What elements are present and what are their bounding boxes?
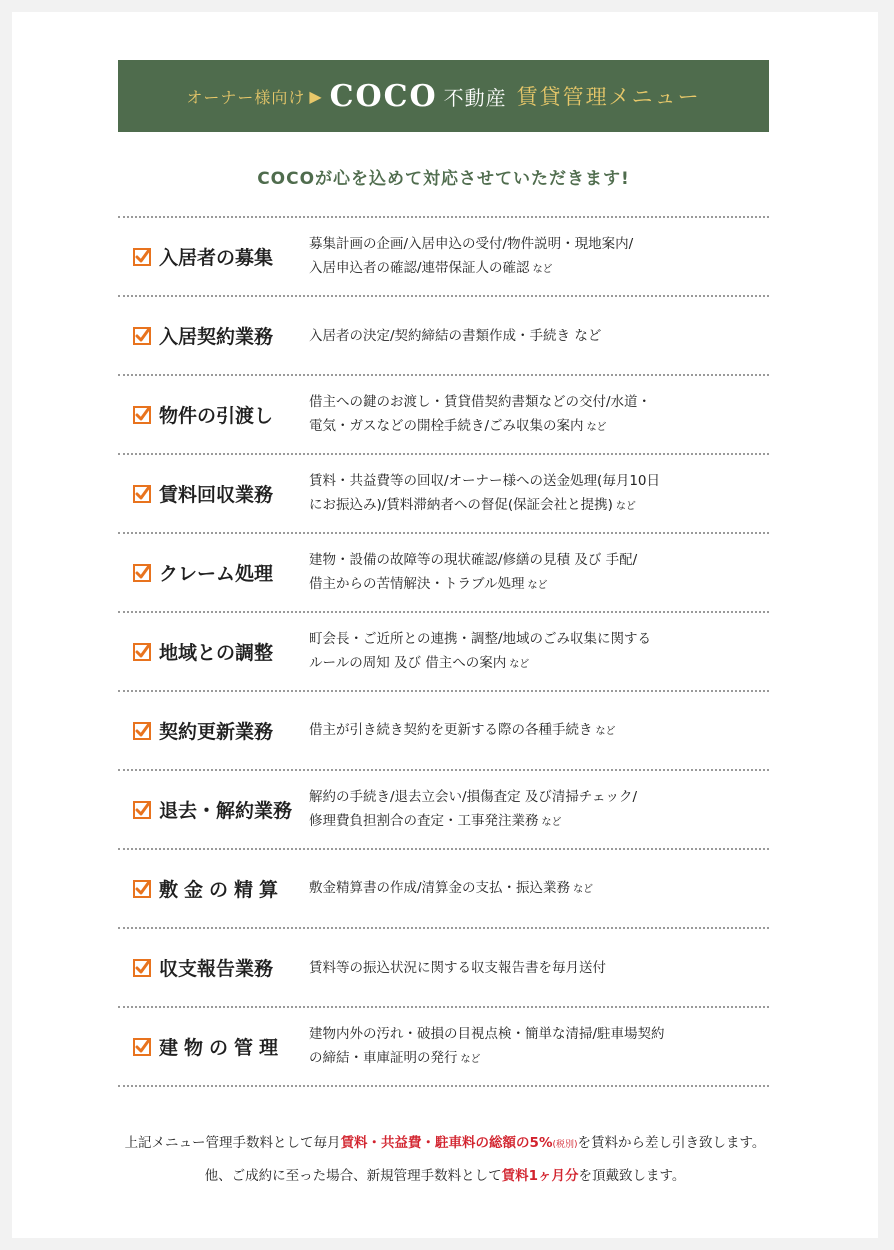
description-line [309, 956, 759, 980]
service-title: 賃料回収業務 [159, 484, 274, 506]
etc-suffix: など [509, 658, 530, 670]
fee-note-line-1 [12, 1128, 878, 1161]
description-text: 修理費負担割合の査定・工事発注業務 [309, 812, 539, 829]
checkbox-checked-icon [133, 406, 151, 424]
description-line [309, 390, 759, 414]
banner-prefix: オーナー様向け [186, 87, 306, 107]
description-line [309, 548, 759, 572]
description-line [309, 651, 759, 677]
description-text: 借主からの苦情解決・トラブル処理 [309, 575, 525, 592]
checkbox-checked-icon [133, 801, 151, 819]
fee-notes [12, 1128, 878, 1192]
tax-note: (税別) [552, 1140, 578, 1150]
description-text: ルールの周知 及び 借主への案内 [309, 654, 507, 671]
fee-note-1-highlight: 賃料・共益費・駐車料の総額の5% [340, 1135, 553, 1151]
service-item [118, 771, 769, 848]
service-item [118, 218, 769, 295]
description-line [309, 324, 759, 348]
brand-logo: COCO [329, 78, 438, 114]
description-text: 電気・ガスなどの開栓手続き/ごみ収集の案内 [309, 417, 584, 434]
description-line [309, 256, 759, 282]
service-title: 入居者の募集 [159, 247, 274, 269]
service-title: 入居契約業務 [159, 326, 274, 348]
description-line [309, 1046, 759, 1072]
etc-suffix: など [615, 500, 636, 512]
service-title: 収支報告業務 [159, 958, 274, 980]
etc-suffix: など [527, 579, 548, 591]
description-line [309, 718, 759, 744]
service-description [309, 324, 759, 348]
service-description [309, 785, 759, 835]
service-item [118, 1008, 769, 1085]
description-line [309, 493, 759, 519]
description-line [309, 1022, 759, 1046]
etc-suffix: など [586, 421, 607, 433]
service-item [118, 692, 769, 769]
service-item [118, 297, 769, 374]
service-title: クレーム処理 [159, 563, 274, 585]
description-text: 募集計画の企画/入居申込の受付/物件説明・現地案内/ [309, 235, 634, 252]
description-text: 借主への鍵のお渡し・賃貸借契約書類などの交付/水道・ [309, 393, 652, 410]
service-item [118, 613, 769, 690]
description-line [309, 809, 759, 835]
service-item [118, 455, 769, 532]
etc-suffix: など [595, 725, 616, 737]
fee-note-1-post: を賃料から差し引き致します。 [577, 1135, 766, 1151]
fee-note-2-post: を頂戴致します。 [578, 1168, 686, 1184]
service-title: 建物の管理 [159, 1037, 285, 1059]
description-text: 賃料等の振込状況に関する収支報告書を毎月送付 [309, 959, 606, 976]
brand-suffix: 不動産 [443, 85, 507, 110]
description-text: 賃料・共益費等の回収/オーナー様への送金処理(毎月10日 [309, 472, 660, 489]
checkbox-checked-icon [133, 643, 151, 661]
service-description [309, 232, 759, 282]
service-description [309, 627, 759, 677]
dotted-divider [118, 1085, 769, 1087]
service-description [309, 548, 759, 598]
service-item [118, 534, 769, 611]
etc-suffix: など [532, 263, 553, 275]
description-text: 借主が引き続き契約を更新する際の各種手続き [309, 721, 593, 738]
service-title: 物件の引渡し [159, 405, 274, 427]
description-text: 町会長・ご近所との連携・調整/地域のごみ収集に関する [309, 630, 652, 647]
service-description [309, 469, 759, 519]
description-text: にお振込み)/賃料滞納者への督促(保証会社と提携) [309, 496, 613, 513]
service-description [309, 390, 759, 440]
service-title: 地域との調整 [159, 642, 274, 664]
checkbox-checked-icon [133, 722, 151, 740]
service-item [118, 850, 769, 927]
description-line [309, 627, 759, 651]
checkbox-checked-icon [133, 564, 151, 582]
checkbox-checked-icon [133, 880, 151, 898]
description-text: 入居申込者の確認/連帯保証人の確認 [309, 259, 530, 276]
description-line [309, 572, 759, 598]
service-description [309, 1022, 759, 1072]
etc-suffix: など [573, 883, 594, 895]
description-text: の締結・車庫証明の発行 [309, 1049, 458, 1066]
service-menu-list [118, 216, 769, 1087]
service-description [309, 876, 759, 902]
description-line [309, 876, 759, 902]
service-description [309, 956, 759, 980]
checkbox-checked-icon [133, 959, 151, 977]
fee-note-2-highlight: 賃料1ヶ月分 [501, 1168, 579, 1184]
service-title: 敷金の精算 [159, 879, 285, 901]
fee-note-1-pre: 上記メニュー管理手数料として毎月 [124, 1135, 341, 1151]
description-text: 敷金精算書の作成/清算金の支払・振込業務 [309, 879, 571, 896]
description-line [309, 785, 759, 809]
fee-note-line-2 [12, 1161, 878, 1192]
flyer-page [12, 12, 878, 1238]
etc-suffix: など [541, 816, 562, 828]
fee-note-2-pre: 他、ご成約に至った場合、新規管理手数料として [204, 1168, 502, 1184]
menu-title: 賃貸管理メニュー [516, 85, 701, 109]
description-text: 建物・設備の故障等の現状確認/修繕の見積 及び 手配/ [309, 551, 638, 568]
checkbox-checked-icon [133, 327, 151, 345]
description-text: 建物内外の汚れ・破損の目視点検・簡単な清掃/駐車場契約 [309, 1025, 665, 1042]
subtitle: COCOが心を込めて対応させていただきます! [257, 169, 630, 189]
service-title: 契約更新業務 [159, 721, 274, 743]
description-line [309, 469, 759, 493]
checkbox-checked-icon [133, 248, 151, 266]
service-item [118, 376, 769, 453]
description-line [309, 232, 759, 256]
description-line [309, 414, 759, 440]
service-item [118, 929, 769, 1006]
description-text: 入居者の決定/契約締結の書類作成・手続き など [309, 327, 602, 344]
triangle-arrow-icon: ▶ [309, 86, 322, 106]
header-banner [118, 60, 769, 132]
description-text: 解約の手続き/退去立会い/損傷査定 及び清掃チェック/ [309, 788, 638, 805]
service-title: 退去・解約業務 [159, 800, 293, 822]
etc-suffix: など [460, 1053, 481, 1065]
checkbox-checked-icon [133, 1038, 151, 1056]
service-description [309, 718, 759, 744]
checkbox-checked-icon [133, 485, 151, 503]
